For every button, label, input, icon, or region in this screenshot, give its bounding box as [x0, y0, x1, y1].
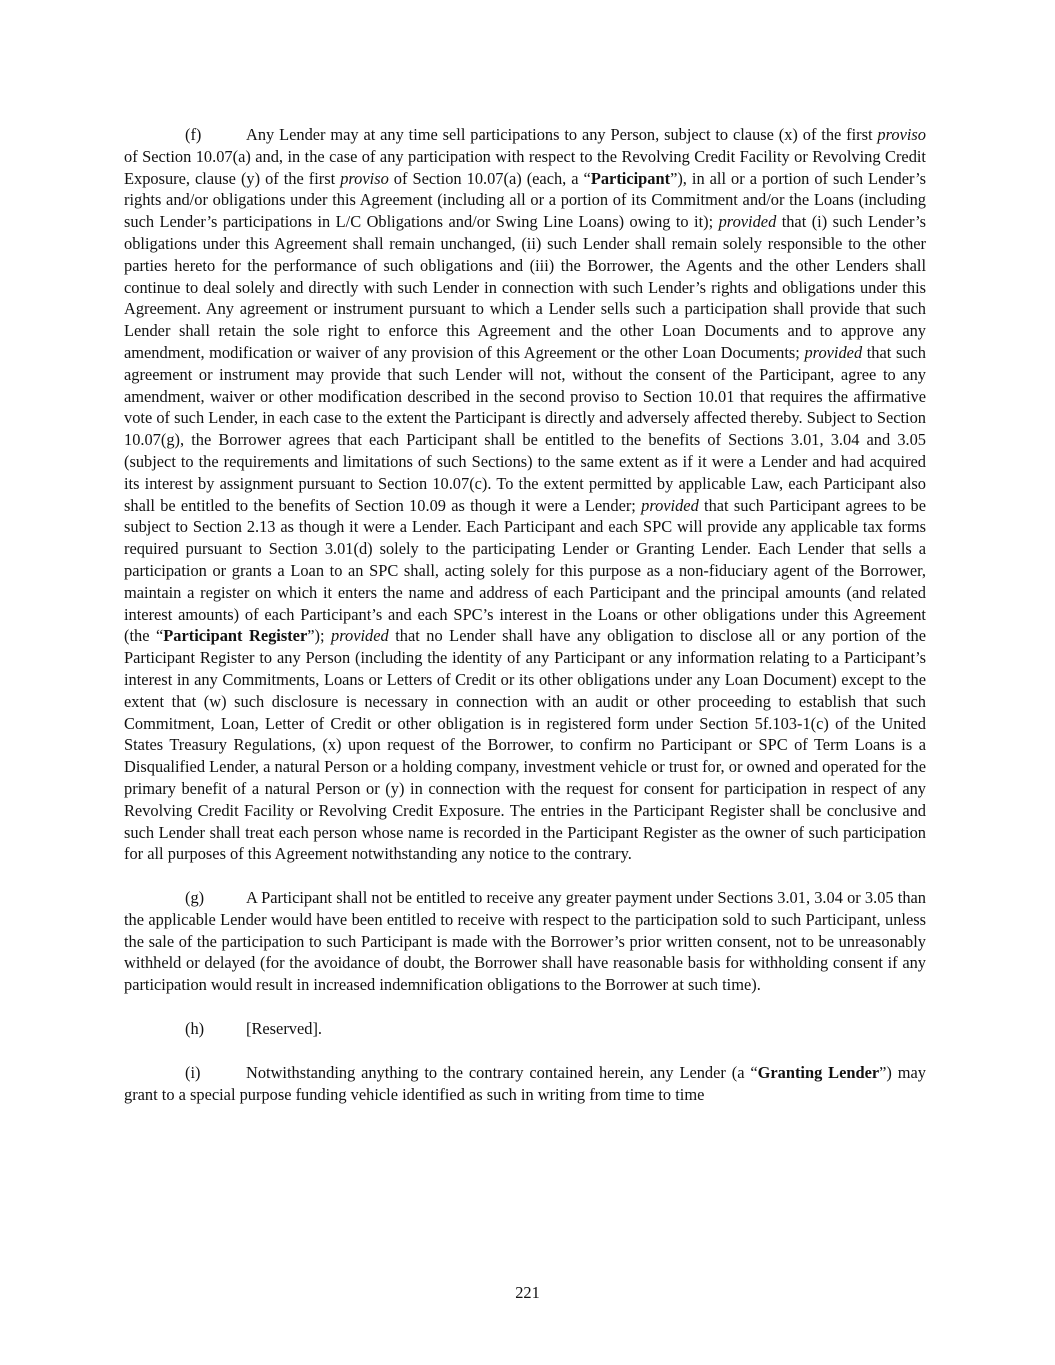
text-run: that such agreement or instrument may provide that such Lender will not, without the consent of the Participant, agree to any amendment, waiver or other modification described in the second proviso to Section 10.01 that requires the affirmative vote of such Lender, in each case to the extent the Participant is directly and adversely affected thereby. Subject to Section 10.07(g), the Borrower agrees that each Participant shall be entitled to the benefits of Sections 3.01, 3.04 and 3.05 (subject to the requirements and limitations of such Sections) to the same extent as if it were a Lender and had acquired its interest by assignment pursuant to Section 10.07(c). To the extent permitted by applicable Law, each Participant also shall be entitled to the benefits of Section 10.09 as though it were a Lender; [124, 342, 926, 515]
italic-term: provided [641, 495, 699, 515]
paragraph-h [124, 1018, 926, 1040]
text-run: that no Lender shall have any obligation to disclose all or any portion of the Participant Register to any Person (including the identity of any Participant or any information relating to a Participant’s interest in any Commitments, Loans or Letters of Credit or its other obligations under any Loan Document) except to the extent that (w) such disclosure is necessary in connection with an audit or other proceeding to establish that such Commitment, Loan, Letter of Credit or other obligation is in registered form under Section 5f.103-1(c) of the United States Treasury Regulations, (x) upon request of the Borrower, to confirm no Participant or SPC of Term Loans is a Disqualified Lender, a natural Person or a holding company, investment vehicle or trust for, or owned and operated for the primary benefit of a natural Person or (y) in connection with the request for consent for participation in respect of any Revolving Credit Facility or Revolving Credit Exposure. The entries in the Participant Register shall be conclusive and such Lender shall treat each person whose name is recorded in the Participant Register as the owner of such participation for all purposes of this Agreement notwithstanding any notice to the contrary. [124, 626, 926, 864]
italic-term: proviso [877, 125, 926, 144]
document-page [124, 124, 926, 1127]
text-run: ”); [307, 626, 332, 646]
paragraph-i [124, 1062, 926, 1106]
defined-term: Participant Register [163, 626, 308, 646]
text-run: ”), in all or a portion of such Lender’s rights and/or obligations under this Agreement (including all or a portion of its Commitment and/or the Loans (including such Lender’s participations in L/C Obligations and/or Swing Line Loans) owing to it); [124, 168, 927, 232]
text-run: Any Lender may at any time sell participations to any Person, subject to clause (x) of the first [246, 125, 878, 144]
text-run: that such Participant agrees to be subject to Section 2.13 as though it were a Lender. Each Participant and each SPC will provide any applicable tax forms required pursuant to Section 3.01(d) solely to the participating Lender or Granting Lender. Each Lender that sells a participation or grants a Loan to an SPC shall, acting solely for this purpose as a non-fiduciary agent of the Borrower, maintain a register on which it enters the name and address of each Participant and the principal amounts (and related interest amounts) of each Participant’s and each SPC’s interest in the Loans or other obligations under this Agreement (the “ [124, 495, 927, 646]
italic-term: proviso [340, 168, 389, 188]
paragraph-label: (h) [185, 1019, 205, 1039]
paragraph-g [124, 887, 926, 996]
text-run: A Participant shall not be entitled to receive any greater payment under Sections 3.01, 3.04 or 3.05 than the applicable Lender would have been entitled to receive with respect to the participation sold to such Participant, unless the sale of the participation to such Participant is made with the Borrower’s prior written consent, not to be unreasonably withheld or delayed (for the avoidance of doubt, the Borrower shall have reasonable basis for withholding consent if any participation would result in increased indemnification obligations to the Borrower at such time). [124, 888, 926, 995]
text-run: that (i) such Lender’s obligations under this Agreement shall remain unchanged, (ii) such Lender shall remain solely responsible to the other parties hereto for the performance of such obligations and (iii) the Borrower, the Agents and the other Lenders shall continue to deal solely and directly with such Lender in connection with such Lender’s rights and obligations under this Agreement. Any agreement or instrument pursuant to which a Lender sells such a participation shall provide that such Lender shall retain the sole right to enforce this Agreement and the other Loan Documents and to approve any amendment, modification or waiver of any provision of this Agreement or the other Loan Documents; [124, 212, 926, 362]
paragraph-f [124, 124, 926, 865]
paragraph-label: (g) [185, 888, 205, 908]
paragraph-label: (i) [185, 1062, 201, 1082]
page-number: 221 [515, 1283, 540, 1302]
paragraph-label: (f) [185, 125, 202, 144]
text-run: [Reserved]. [246, 1019, 322, 1039]
text-run: Notwithstanding anything to the contrary contained herein, any Lender (a “ [246, 1062, 758, 1082]
italic-term: provided [718, 212, 777, 232]
italic-term: provided [804, 342, 863, 362]
text-run: of Section 10.07(a) and, in the case of any participation with respect to the Revolving Credit Facility or Revolving Credit Exposure, clause (y) of the first [124, 146, 926, 188]
defined-term: Granting Lender [757, 1062, 880, 1082]
italic-term: provided [331, 626, 389, 646]
defined-term: Participant [590, 168, 671, 188]
text-run: ”) may grant to a special purpose funding vehicle identified as such in writing from time to time [124, 1062, 926, 1104]
text-run: of Section 10.07(a) (each, a “ [388, 168, 591, 188]
